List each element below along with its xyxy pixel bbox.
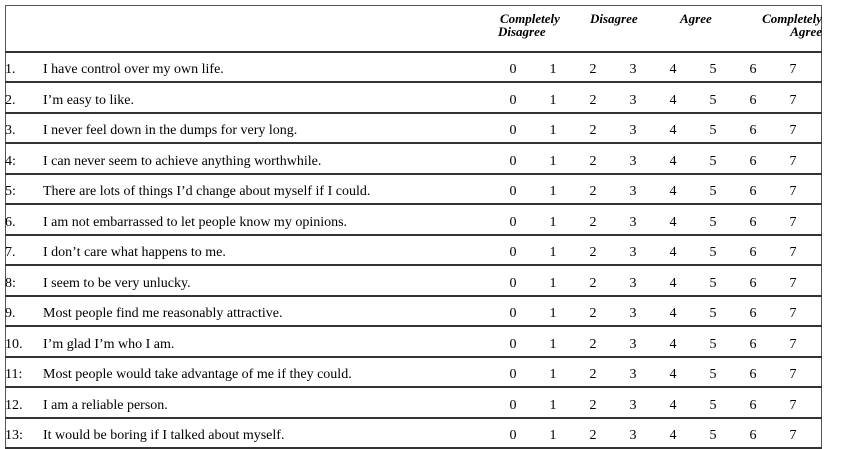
table-row	[5, 206, 822, 236]
item-statement: I don’t care what happens to me.	[43, 245, 226, 260]
item-statement: It would be boring if I talked about myself.	[43, 428, 285, 443]
rating-option-5[interactable]: 5	[709, 245, 717, 260]
rating-option-7[interactable]: 7	[789, 245, 797, 260]
table-row	[5, 389, 822, 419]
rating-option-3[interactable]: 3	[629, 397, 637, 413]
rating-option-1[interactable]: 1	[549, 397, 557, 413]
rating-option-3[interactable]: 3	[629, 214, 637, 230]
rating-option-5[interactable]: 5	[709, 275, 717, 291]
rating-option-6[interactable]: 6	[749, 123, 757, 138]
rating-option-2[interactable]: 2	[589, 184, 597, 199]
rating-option-3[interactable]: 3	[629, 123, 637, 138]
table-row	[5, 328, 822, 358]
rating-option-1[interactable]: 1	[549, 306, 557, 321]
table-row	[5, 53, 822, 83]
rating-option-5[interactable]: 5	[709, 214, 717, 230]
rating-option-0[interactable]: 0	[509, 62, 517, 77]
item-statement: Most people would take advantage of me if they could.	[43, 367, 352, 382]
item-statement: Most people find me reasonably attractive.	[43, 306, 283, 321]
rating-option-6[interactable]: 6	[749, 306, 757, 321]
rating-option-0[interactable]: 0	[509, 245, 517, 260]
rating-option-1[interactable]: 1	[549, 214, 557, 230]
rating-option-5[interactable]: 5	[709, 428, 717, 443]
rating-option-7[interactable]: 7	[789, 184, 797, 199]
item-statement: I never feel down in the dumps for very long.	[43, 123, 298, 138]
item-number: 6.	[5, 214, 16, 230]
rating-option-2[interactable]: 2	[589, 123, 597, 138]
rating-option-5[interactable]: 5	[709, 123, 717, 138]
rating-option-1[interactable]: 1	[549, 428, 557, 443]
table-row	[5, 236, 822, 266]
rating-option-5[interactable]: 5	[709, 367, 717, 382]
rating-option-6[interactable]: 6	[749, 367, 757, 382]
item-statement: I have control over my own life.	[43, 62, 224, 77]
table-row	[5, 267, 822, 297]
rating-option-6[interactable]: 6	[749, 428, 757, 443]
rating-option-6[interactable]: 6	[749, 214, 757, 230]
rating-option-6[interactable]: 6	[749, 397, 757, 413]
rating-option-2[interactable]: 2	[589, 245, 597, 260]
rating-option-1[interactable]: 1	[549, 275, 557, 291]
rating-option-2[interactable]: 2	[589, 397, 597, 413]
item-statement: I can never seem to achieve anything worthwhile.	[43, 153, 322, 169]
rating-option-3[interactable]: 3	[629, 92, 637, 108]
rating-option-0[interactable]: 0	[509, 275, 517, 291]
rating-option-7[interactable]: 7	[789, 306, 797, 321]
rating-option-0[interactable]: 0	[509, 123, 517, 138]
rating-option-5[interactable]: 5	[709, 62, 717, 77]
item-number: 3.	[5, 123, 16, 138]
rating-option-0[interactable]: 0	[509, 367, 517, 382]
header-agree: Agree	[680, 11, 712, 26]
rating-option-4[interactable]: 4	[669, 275, 677, 291]
rating-option-2[interactable]: 2	[589, 214, 597, 230]
rating-option-6[interactable]: 6	[749, 275, 757, 291]
item-number: 11:	[5, 367, 23, 382]
rating-option-4[interactable]: 4	[669, 306, 677, 321]
item-number: 13:	[5, 428, 23, 443]
rating-option-0[interactable]: 0	[509, 397, 517, 413]
item-statement: I seem to be very unlucky.	[43, 275, 191, 291]
rating-option-4[interactable]: 4	[669, 428, 677, 443]
item-statement: I am a reliable person.	[43, 397, 168, 413]
rating-option-7[interactable]: 7	[789, 153, 797, 169]
table-row	[5, 114, 822, 144]
rating-option-5[interactable]: 5	[709, 306, 717, 321]
table-row	[5, 358, 822, 388]
rating-option-2[interactable]: 2	[589, 275, 597, 291]
rating-option-3[interactable]: 3	[629, 62, 637, 77]
item-number: 4:	[5, 153, 16, 169]
rating-option-4[interactable]: 4	[669, 245, 677, 260]
table-row	[5, 145, 822, 175]
rating-option-1[interactable]: 1	[549, 245, 557, 260]
rating-option-7[interactable]: 7	[789, 62, 797, 77]
rating-option-2[interactable]: 2	[589, 428, 597, 443]
rating-option-3[interactable]: 3	[629, 336, 637, 352]
rating-option-0[interactable]: 0	[509, 92, 517, 108]
rating-option-4[interactable]: 4	[669, 397, 677, 413]
rating-option-7[interactable]: 7	[789, 367, 797, 382]
item-number: 7.	[5, 245, 16, 260]
rating-option-1[interactable]: 1	[549, 367, 557, 382]
rating-option-2[interactable]: 2	[589, 153, 597, 169]
rating-option-1[interactable]: 1	[549, 92, 557, 108]
rating-option-4[interactable]: 4	[669, 123, 677, 138]
rating-option-4[interactable]: 4	[669, 214, 677, 230]
rating-option-2[interactable]: 2	[589, 92, 597, 108]
item-number: 9.	[5, 306, 16, 321]
rating-option-3[interactable]: 3	[629, 275, 637, 291]
header-completely-disagree	[498, 12, 560, 38]
rating-option-1[interactable]: 1	[549, 153, 557, 169]
rating-option-3[interactable]: 3	[629, 306, 637, 321]
rating-option-0[interactable]: 0	[509, 306, 517, 321]
rating-option-7[interactable]: 7	[789, 336, 797, 352]
rating-option-7[interactable]: 7	[789, 214, 797, 230]
rating-option-0[interactable]: 0	[509, 214, 517, 230]
rating-option-3[interactable]: 3	[629, 184, 637, 199]
rating-option-3[interactable]: 3	[629, 428, 637, 443]
rating-option-2[interactable]: 2	[589, 306, 597, 321]
item-number: 5:	[5, 184, 16, 199]
item-statement: There are lots of things I’d change about myself if I could.	[43, 184, 371, 199]
rating-option-6[interactable]: 6	[749, 184, 757, 199]
table-row	[5, 419, 822, 449]
table-row	[5, 297, 822, 327]
rating-option-1[interactable]: 1	[549, 336, 557, 352]
rating-option-6[interactable]: 6	[749, 92, 757, 108]
header-completely-disagree-line1: Completely	[500, 11, 560, 26]
rating-option-4[interactable]: 4	[669, 367, 677, 382]
item-statement: I’m glad I’m who I am.	[43, 336, 175, 352]
header-completely-agree-line2: Agree	[790, 24, 822, 39]
rating-option-5[interactable]: 5	[709, 397, 717, 413]
rating-option-0[interactable]: 0	[509, 153, 517, 169]
rating-option-2[interactable]: 2	[589, 62, 597, 77]
rating-option-4[interactable]: 4	[669, 62, 677, 77]
table-row	[5, 84, 822, 114]
rating-option-3[interactable]: 3	[629, 245, 637, 260]
rating-option-3[interactable]: 3	[629, 367, 637, 382]
rating-option-3[interactable]: 3	[629, 153, 637, 169]
rating-option-6[interactable]: 6	[749, 153, 757, 169]
item-number: 2.	[5, 92, 16, 108]
rating-option-0[interactable]: 0	[509, 428, 517, 443]
item-number: 8:	[5, 275, 16, 291]
rating-option-1[interactable]: 1	[549, 123, 557, 138]
rating-option-1[interactable]: 1	[549, 184, 557, 199]
rating-option-5[interactable]: 5	[709, 336, 717, 352]
rating-option-7[interactable]: 7	[789, 92, 797, 108]
rating-option-5[interactable]: 5	[709, 92, 717, 108]
rating-option-1[interactable]: 1	[549, 62, 557, 77]
rating-option-5[interactable]: 5	[709, 153, 717, 169]
item-statement: I’m easy to like.	[43, 92, 134, 108]
rating-option-6[interactable]: 6	[749, 245, 757, 260]
item-number: 12.	[5, 397, 23, 413]
rating-option-6[interactable]: 6	[749, 62, 757, 77]
rating-option-0[interactable]: 0	[509, 184, 517, 199]
header-completely-agree-line1: Completely	[762, 11, 822, 26]
rating-option-7[interactable]: 7	[789, 428, 797, 443]
rating-option-5[interactable]: 5	[709, 184, 717, 199]
rating-option-2[interactable]: 2	[589, 336, 597, 352]
rating-option-7[interactable]: 7	[789, 397, 797, 413]
item-statement: I am not embarrassed to let people know my opinions.	[43, 214, 348, 230]
rating-option-4[interactable]: 4	[669, 92, 677, 108]
item-number: 1.	[5, 62, 16, 77]
rating-option-7[interactable]: 7	[789, 275, 797, 291]
rating-option-4[interactable]: 4	[669, 336, 677, 352]
rating-option-6[interactable]: 6	[749, 336, 757, 352]
item-number: 10.	[5, 336, 23, 352]
rating-option-7[interactable]: 7	[789, 123, 797, 138]
header-completely-disagree-line2: Disagree	[498, 24, 546, 39]
header-completely-agree	[749, 12, 822, 38]
rating-option-0[interactable]: 0	[509, 336, 517, 352]
rating-option-4[interactable]: 4	[669, 153, 677, 169]
rating-option-4[interactable]: 4	[669, 184, 677, 199]
table-row	[5, 175, 822, 205]
rating-option-2[interactable]: 2	[589, 367, 597, 382]
header-disagree: Disagree	[590, 11, 638, 26]
